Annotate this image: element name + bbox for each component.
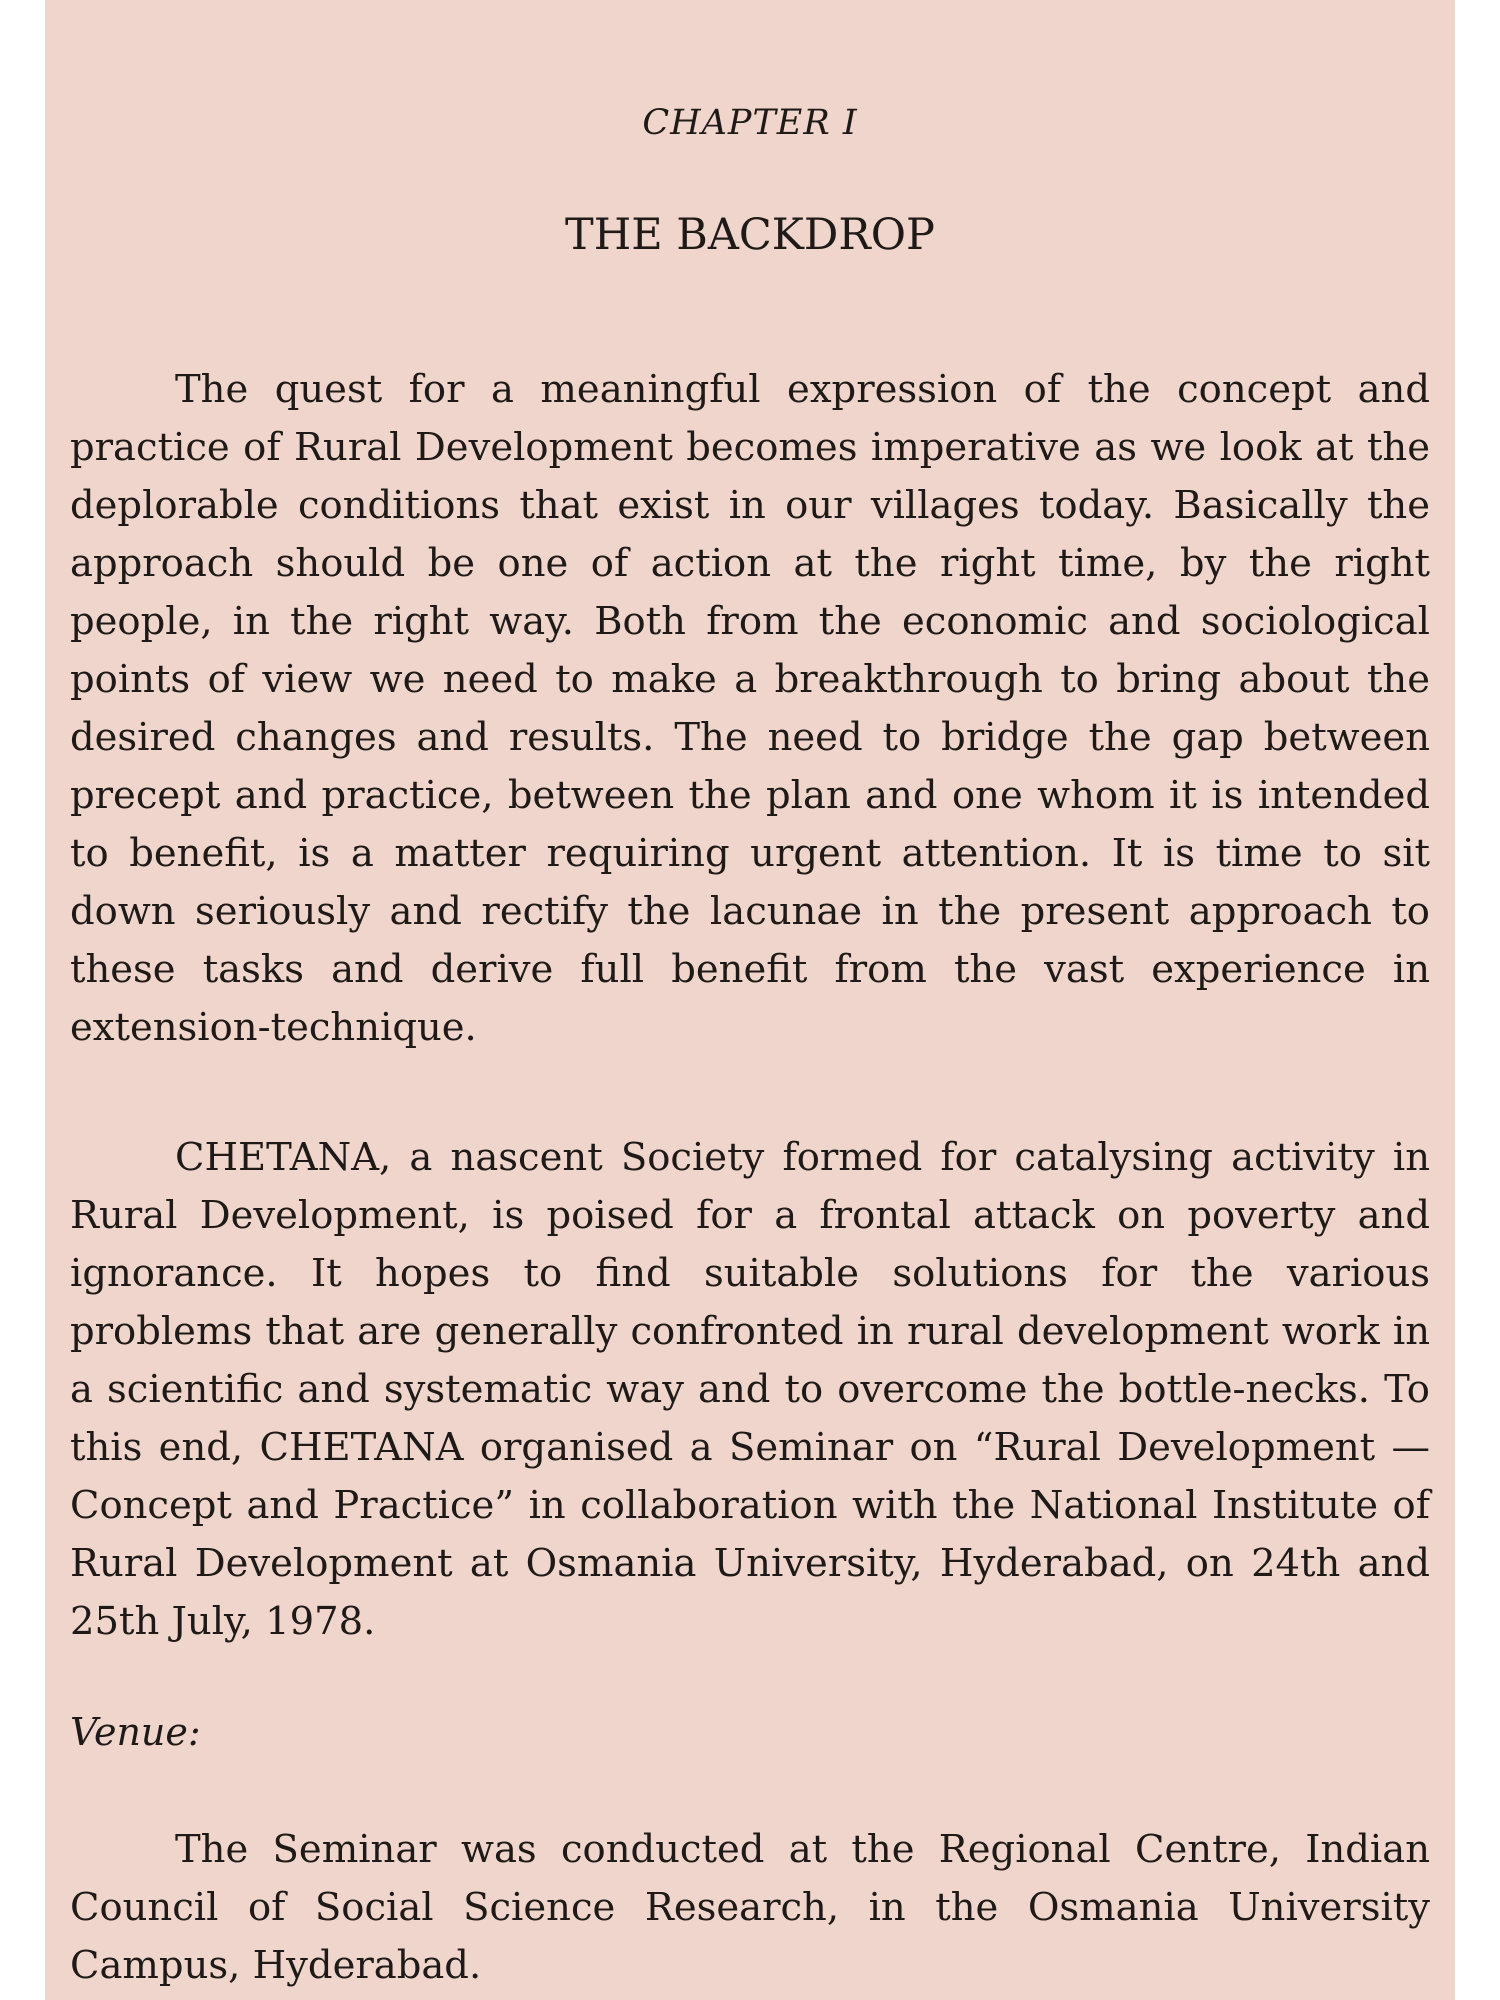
paragraph-backdrop: The quest for a meaningful expression of the concept and practice of Rural Development becomes imperative as we look at the deplorable conditions that exist in our villages today. Basically the approach should be one of action at the right time, by the right people, in the right way. Both from the economic and sociological points of view we need to make a breakthrough to bring about the desired changes and results. The need to bridge the gap between precept and practice, between the plan and one whom it is intended to benefit, is a matter requiring urgent attention. It is time to sit down seriously and rectify the lacunae in the present approach to these tasks and derive full benefit from the vast experience in extension-technique. [70,366,1430,1050]
chapter-title: THE BACKDROP [565,210,935,260]
paragraph-chetana: CHETANA, a nascent Society formed for catalysing activity in Rural Development, is poised for a frontal attack on poverty and ignorance. It hopes to find suitable solutions for the various problems that are generally confronted in rural development work in a scientific and systematic way and to overcome the bottle-necks. To this end, CHETANA organised a Seminar on “Rural Development — Concept and Practice” in collaboration with the National Institute of Rural Development at Osmania University, Hyderabad, on 24th and 25th July, 1978. [70,1134,1430,1644]
paragraph-venue: The Seminar was conducted at the Regional Centre, Indian Council of Social Science Research, in the Osmania University Campus, Hyderabad. [70,1826,1430,1988]
book-page [45,0,1455,2000]
venue-heading: Venue: [70,1710,201,1754]
chapter-label: CHAPTER I [642,103,858,143]
